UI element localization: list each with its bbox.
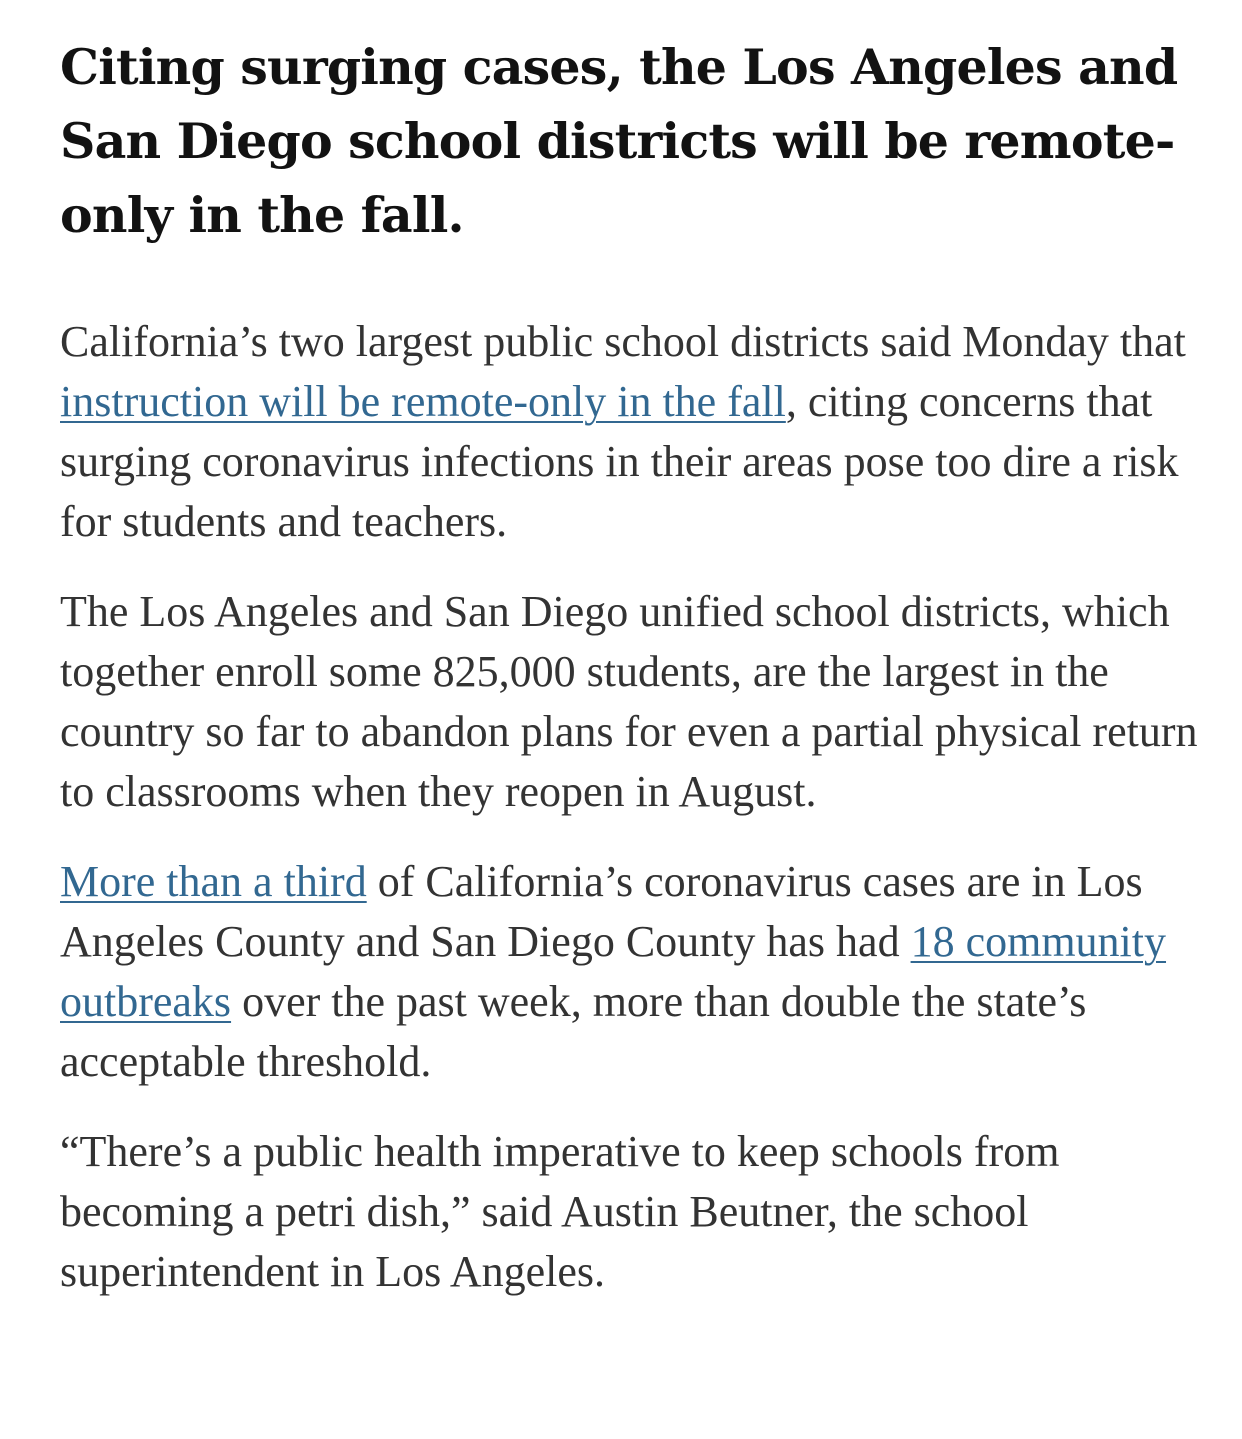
paragraph-1-text-before: California’s two largest public school districts said Monday that bbox=[60, 317, 1186, 366]
paragraph-2: The Los Angeles and San Diego unified school districts, which together enroll some 825,000 students, are the largest in the country so far to abandon plans for even a partial physical return to classrooms when they reopen in August. bbox=[60, 587, 1198, 816]
community-outbreaks-link[interactable]: 18 community outbreaks bbox=[60, 917, 1167, 1026]
paragraph-1-text-after: , citing concerns that surging coronavirus infections in their areas pose too dire a risk for students and teachers. bbox=[60, 377, 1179, 546]
paragraph-4-quote: “There’s a public health imperative to keep schools from becoming a petri dish,” said Austin Beutner, the school superintendent in Los Angeles. bbox=[60, 1127, 1060, 1296]
instruction-remote-link[interactable]: instruction will be remote-only in the fall bbox=[60, 377, 786, 426]
paragraph-1 bbox=[60, 312, 1200, 552]
paragraph-3 bbox=[60, 852, 1200, 1092]
more-than-a-third-link[interactable]: More than a third bbox=[60, 857, 367, 906]
paragraph-3-text-after: over the past week, more than double the state’s acceptable threshold. bbox=[60, 977, 1087, 1086]
article bbox=[60, 30, 1200, 1332]
article-headline: Citing surging cases, the Los Angeles and San Diego school districts will be remote-only in the fall. bbox=[60, 38, 1178, 244]
paragraph-3-text-mid: of California’s coronavirus cases are in Los Angeles County and San Diego County has had bbox=[60, 857, 1143, 966]
